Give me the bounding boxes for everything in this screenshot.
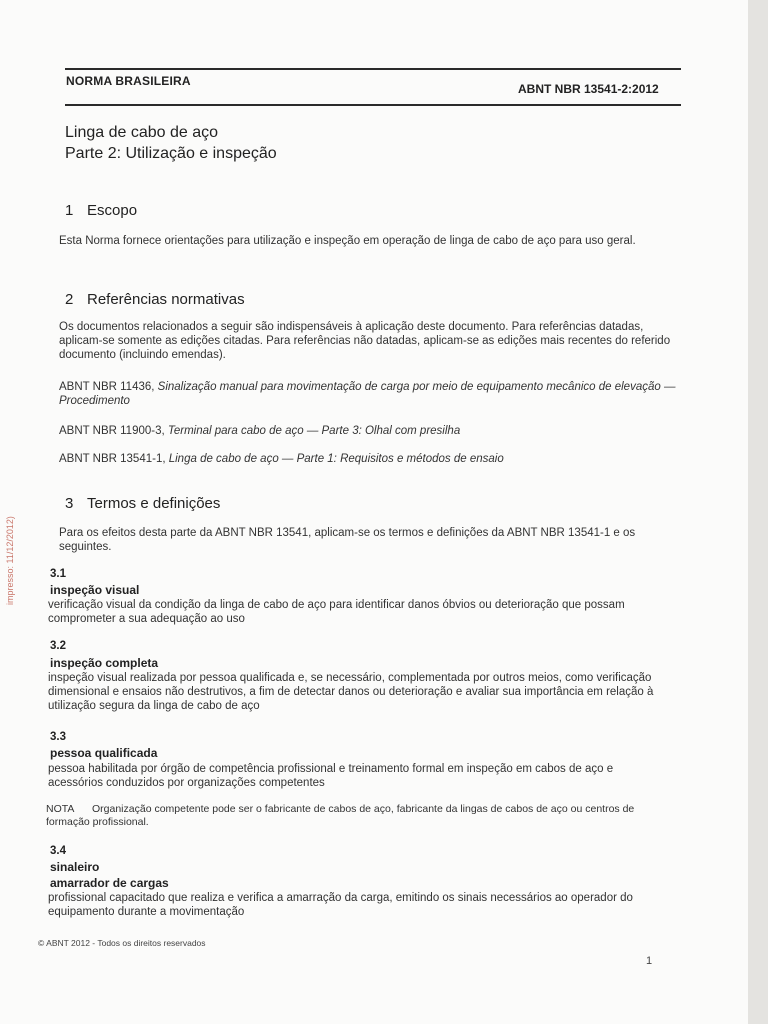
margin-stamp: impresso: 11/12/2012) bbox=[5, 516, 15, 605]
footer-copyright: © ABNT 2012 - Todos os direitos reservados bbox=[38, 938, 206, 948]
reference-item bbox=[59, 452, 679, 466]
reference-item bbox=[59, 380, 679, 408]
term-name: pessoa qualificada bbox=[50, 746, 158, 760]
term-number: 3.4 bbox=[50, 845, 66, 857]
reference-code: ABNT NBR 11900-3, bbox=[59, 425, 168, 437]
term-definition: pessoa habilitada por órgão de competência profissional e treinamento formal em inspeção em cabos de aço e acessórios conduzidos por organizações competentes bbox=[48, 763, 614, 789]
section-number: 3 bbox=[65, 495, 74, 512]
term-definition: verificação visual da condição da linga de cabo de aço para identificar danos óbvios ou deterioração que possam comprometer a sua adequação ao uso bbox=[48, 599, 625, 625]
term-definition: inspeção visual realizada por pessoa qualificada e, se necessário, complementada por outros meios, como verificação dimensional e ensaios não destrutivos, a fim de detectar danos ou deterioração e avaliar sua importância em relação à utilização segura da linga de cabo de aço bbox=[48, 672, 654, 712]
section-number: 2 bbox=[65, 291, 74, 308]
title-line-1: Linga de cabo de aço bbox=[65, 124, 219, 141]
document-title bbox=[65, 122, 277, 164]
term-name: inspeção completa bbox=[50, 656, 159, 670]
term-definition: profissional capacitado que realiza e verifica a amarração da carga, emitindo os sinais necessários ao operador do equipamento durante a movimentação bbox=[48, 892, 633, 918]
header-left-label: NORMA BRASILEIRA bbox=[66, 74, 191, 88]
header-standard-code: ABNT NBR 13541-2:2012 bbox=[518, 82, 659, 96]
section-1-heading bbox=[65, 202, 137, 219]
section-2-heading bbox=[65, 291, 245, 308]
section-1-text: Esta Norma fornece orientações para utilização e inspeção em operação de linga de cabo de aço para uso geral. bbox=[59, 235, 636, 247]
note-label: NOTA bbox=[46, 803, 75, 815]
term-note bbox=[46, 803, 670, 829]
section-3-text: Para os efeitos desta parte da ABNT NBR 13541, aplicam-se os termos e definições da ABNT NBR 13541-1 e os seguintes. bbox=[59, 527, 636, 553]
section-title: Escopo bbox=[87, 202, 138, 219]
term-name: inspeção visual bbox=[50, 583, 140, 597]
term-name: sinaleiro bbox=[50, 860, 100, 874]
section-title: Termos e definições bbox=[87, 495, 221, 512]
reference-code: ABNT NBR 11436, bbox=[59, 381, 158, 393]
term-number: 3.2 bbox=[50, 640, 66, 652]
reference-item bbox=[59, 424, 679, 438]
reference-title: Terminal para cabo de aço — Parte 3: Olhal com presilha bbox=[167, 425, 461, 437]
reference-title: Sinalização manual para movimentação de carga por meio de equipamento mecânico de elevação — Procedimento bbox=[59, 381, 676, 407]
reference-code: ABNT NBR 13541-1, bbox=[59, 453, 169, 465]
note-text: Organização competente pode ser o fabricante de cabos de aço, fabricante da lingas de cabos de aço ou centros de formação profissional. bbox=[46, 803, 635, 828]
term-number: 3.3 bbox=[50, 731, 66, 743]
reference-title: Linga de cabo de aço — Parte 1: Requisitos e métodos de ensaio bbox=[168, 453, 504, 465]
section-2-text: Os documentos relacionados a seguir são indispensáveis à aplicação deste documento. Para referências datadas, aplicam-se somente as edições citadas. Para referências não datadas, aplicam-se as edições mais recentes do referido documento (incluindo emendas). bbox=[59, 321, 671, 361]
title-line-2: Parte 2: Utilização e inspeção bbox=[65, 145, 277, 162]
page-edge-background bbox=[748, 0, 768, 1024]
term-name-alt: amarrador de cargas bbox=[50, 876, 169, 890]
section-3-heading bbox=[65, 495, 220, 512]
header-bottom-rule bbox=[65, 104, 681, 106]
page-number: 1 bbox=[646, 955, 653, 967]
term-number: 3.1 bbox=[50, 568, 66, 580]
header-top-rule bbox=[65, 68, 681, 70]
section-title: Referências normativas bbox=[87, 291, 245, 308]
section-number: 1 bbox=[65, 202, 74, 219]
